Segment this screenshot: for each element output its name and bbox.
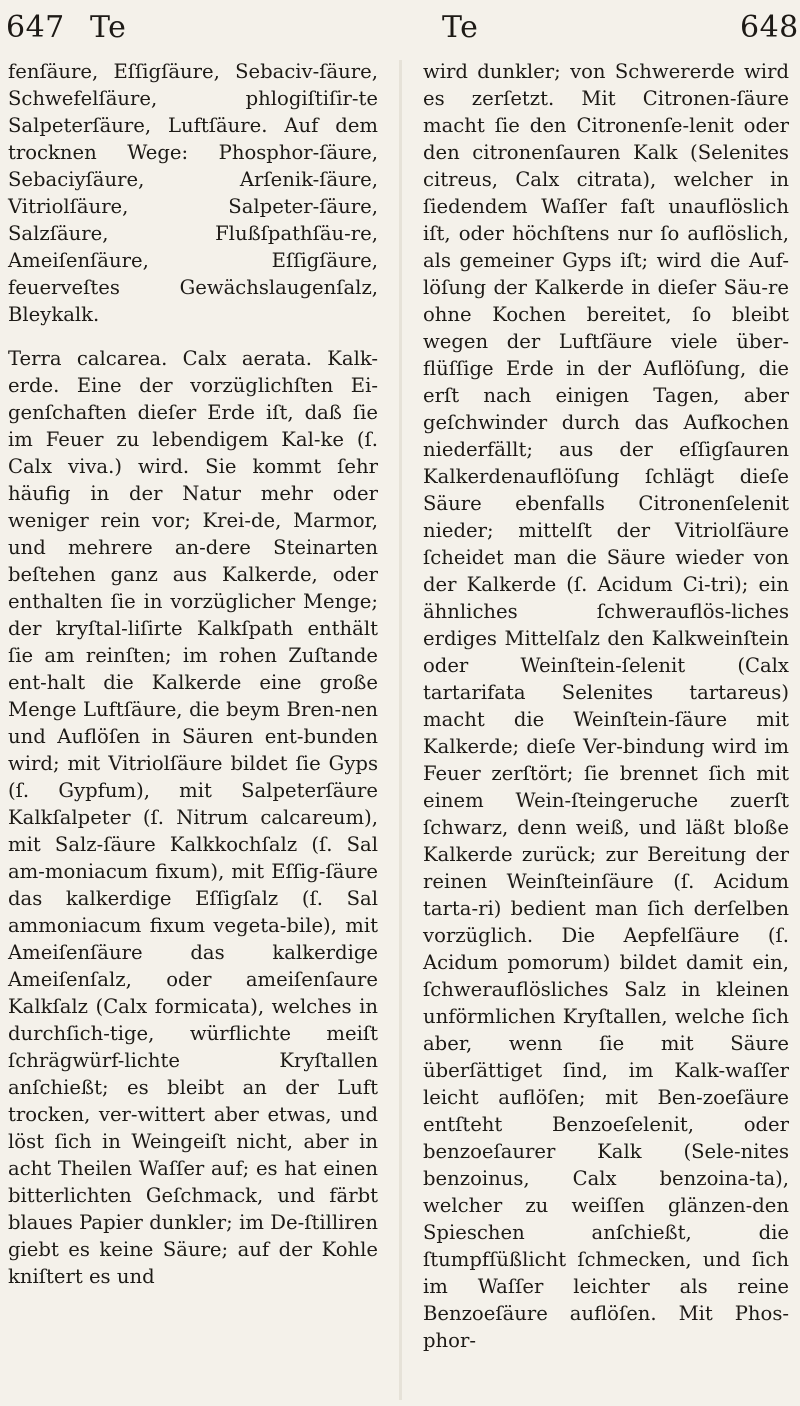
- left-running-head: Te: [90, 10, 127, 45]
- right-page-number: 648: [740, 10, 799, 45]
- column-gutter: [399, 60, 402, 1400]
- left-page-number: 647: [6, 10, 65, 45]
- running-header: [0, 4, 800, 52]
- right-running-head: Te: [442, 10, 479, 45]
- left-text-column: [8, 58, 378, 1290]
- right-column-text: wird dunkler; von Schwererde wird es zerſetzt. Mit Citronen-ſäure macht ſie den Citronenſe-lenit oder den citronenſauren Kalk (Selenites citreus, Calx citrata), welcher in ſiedendem Waſſer faſt unauflöslich iſt, oder höchſtens nur ſo auflöslich, als gemeiner Gyps iſt; wird die Auf-löſung der Kalkerde in dieſer Säu-re ohne Kochen bereitet, ſo bleibt wegen der Luftſäure viele über-flüſſige Erde in der Auflöſung, die erſt nach einigen Tagen, aber geſchwinder durch das Aufkochen niederfällt; aus der eſſigſauren Kalkerdenauflöſung ſchlägt dieſe Säure ebenfalls Citronenſelenit nieder; mittelſt der Vitriolſäure ſcheidet man die Säure wieder von der Kalkerde (ſ. Acidum Ci-tri); ein ähnliches ſchwerauflös-liches erdiges Mittelſalz den Kalkweinſtein oder Weinſtein-ſelenit (Calx tartarifata Selenites tartareus) macht die Weinſtein-ſäure mit Kalkerde; dieſe Ver-bindung wird im Feuer zerſtört; ſie brennet ſich mit einem Wein-ſteingeruche zuerſt ſchwarz, denn weiß, und läßt bloße Kalkerde zurück; zur Bereitung der reinen Weinſteinſäure (ſ. Acidum tarta-ri) bedient man ſich derſelben vorzüglich. Die Aepfelſäure (ſ. Acidum pomorum) bildet damit ein, ſchwerauflösliches Salz in kleinen unförmlichen Kryſtallen, welche ſich aber, wenn ſie mit Säure überſättiget ſind, im Kalk-waſſer leicht auflöſen; mit Ben-zoeſäure entſteht Benzoeſelenit, oder benzoeſaurer Kalk (Sele-nites benzoinus, Calx benzoina-ta), welcher zu weiſſen glänzen-den Spieschen anſchießt, die ſtumpfſüßlicht ſchmecken, und ſich im Waſſer leichter als reine Benzoeſäure auflöſen. Mit Phos-phor-: [423, 60, 789, 1352]
- terra-calcarea-entry: Terra calcarea. Calx aerata. Kalk-erde. Eine der vorzüglichſten Ei-genſchaften dieſer Erde iſt, daß ſie im Feuer zu lebendigem Kal-ke (ſ. Calx viva.) wird. Sie kommt ſehr häufig in der Natur mehr oder weniger rein vor; Krei-de, Marmor, und mehrere an-dere Steinarten beſtehen ganz aus Kalkerde, oder enthalten ſie in vorzüglicher Menge; der kryſtal-liſirte Kalkſpath enthält ſie am reinſten; im rohen Zuſtande ent-halt die Kalkerde eine große Menge Luftſäure, die beym Bren-nen und Auflöſen in Säuren ent-bunden wird; mit Vitriolſäure bildet ſie Gyps (ſ. Gypfum), mit Salpeterſäure Kalkſalpeter (ſ. Nitrum calcareum), mit Salz-ſäure Kalkkochſalz (ſ. Sal am-moniacum fixum), mit Eſſig-ſäure das kalkerdige Eſſigſalz (ſ. Sal ammoniacum fixum vegeta-bile), mit Ameiſenſäure das kalkerdige Ameiſenſalz, oder ameiſenſaure Kalkſalz (Calx formicata), welches in durchſich-tige, würflichte meiſt ſchrägwürf-lichte Kryſtallen anſchießt; es bleibt an der Luft trocken, ver-wittert aber etwas, und löst ſich in Weingeiſt nicht, aber in acht Theilen Waſſer auf; es hat einen bitterlichten Geſchmack, und färbt blaues Papier dunkler; im De-ſtilliren giebt es keine Säure; auf der Kohle kniſtert es und: [8, 347, 378, 1288]
- left-column-continuation: fenſäure, Eſſigſäure, Sebaciv-ſäure, Schwefelſäure, phlogiſtiſir-te Salpeterſäure, Luftſäure. Auf dem trocknen Wege: Phosphor-ſäure, Sebaciyſäure, Arſenik-ſäure, Vitriolſäure, Salpeter-ſäure, Salzſäure, Flußſpathſäu-re, Ameiſenſäure, Eſſigſäure, feuerveſtes Gewächslaugenſalz, Bleykalk.: [8, 60, 378, 326]
- right-text-column: [423, 58, 789, 1354]
